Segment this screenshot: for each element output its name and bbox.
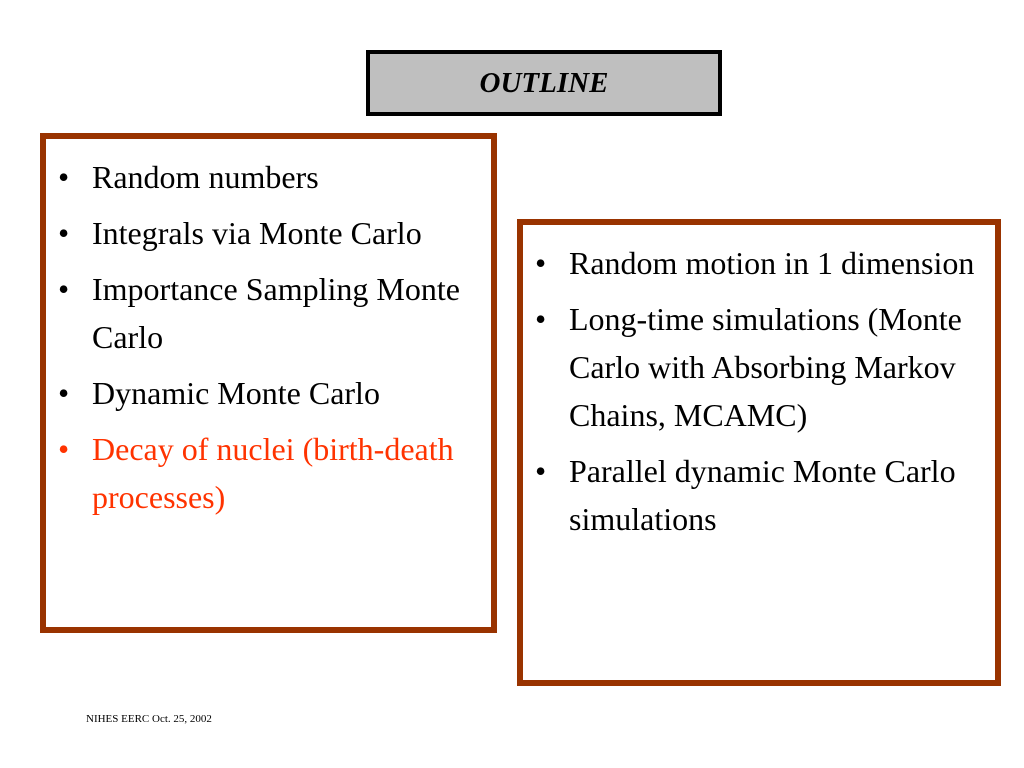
title-box xyxy=(366,50,722,116)
bullet-item-random-motion xyxy=(523,239,995,287)
right-bullet-list xyxy=(523,225,995,543)
bullet-text: Random numbers xyxy=(92,159,319,195)
bullet-icon: • xyxy=(535,245,547,281)
bullet-icon: • xyxy=(535,301,547,337)
bullet-text: Importance Sampling Monte Carlo xyxy=(92,271,460,355)
bullet-item-importance-sampling xyxy=(46,265,491,361)
bullet-item-parallel-dynamic xyxy=(523,447,995,543)
bullet-text: Integrals via Monte Carlo xyxy=(92,215,422,251)
bullet-item-random-numbers xyxy=(46,153,491,201)
bullet-icon: • xyxy=(535,453,547,489)
left-outline-panel xyxy=(40,133,497,633)
bullet-item-dynamic-monte-carlo xyxy=(46,369,491,417)
slide-title: OUTLINE xyxy=(479,66,609,99)
left-bullet-list xyxy=(46,139,491,521)
bullet-icon: • xyxy=(58,271,70,307)
bullet-icon: • xyxy=(58,375,70,411)
footer-note: NIHES EERC Oct. 25, 2002 xyxy=(86,713,212,725)
bullet-icon: • xyxy=(58,215,70,251)
bullet-text: Long-time simulations (Monte Carlo with Absorbing Markov Chains, MCAMC) xyxy=(569,301,962,433)
bullet-text: Decay of nuclei (birth-death processes) xyxy=(92,431,454,515)
bullet-item-long-time-simulations xyxy=(523,295,995,439)
right-outline-panel xyxy=(517,219,1001,686)
bullet-icon: • xyxy=(58,159,70,195)
bullet-item-decay-of-nuclei xyxy=(46,425,491,521)
bullet-item-integrals xyxy=(46,209,491,257)
bullet-icon: • xyxy=(58,431,70,467)
bullet-text: Parallel dynamic Monte Carlo simulations xyxy=(569,453,956,537)
bullet-text: Random motion in 1 dimension xyxy=(569,245,975,281)
bullet-text: Dynamic Monte Carlo xyxy=(92,375,380,411)
